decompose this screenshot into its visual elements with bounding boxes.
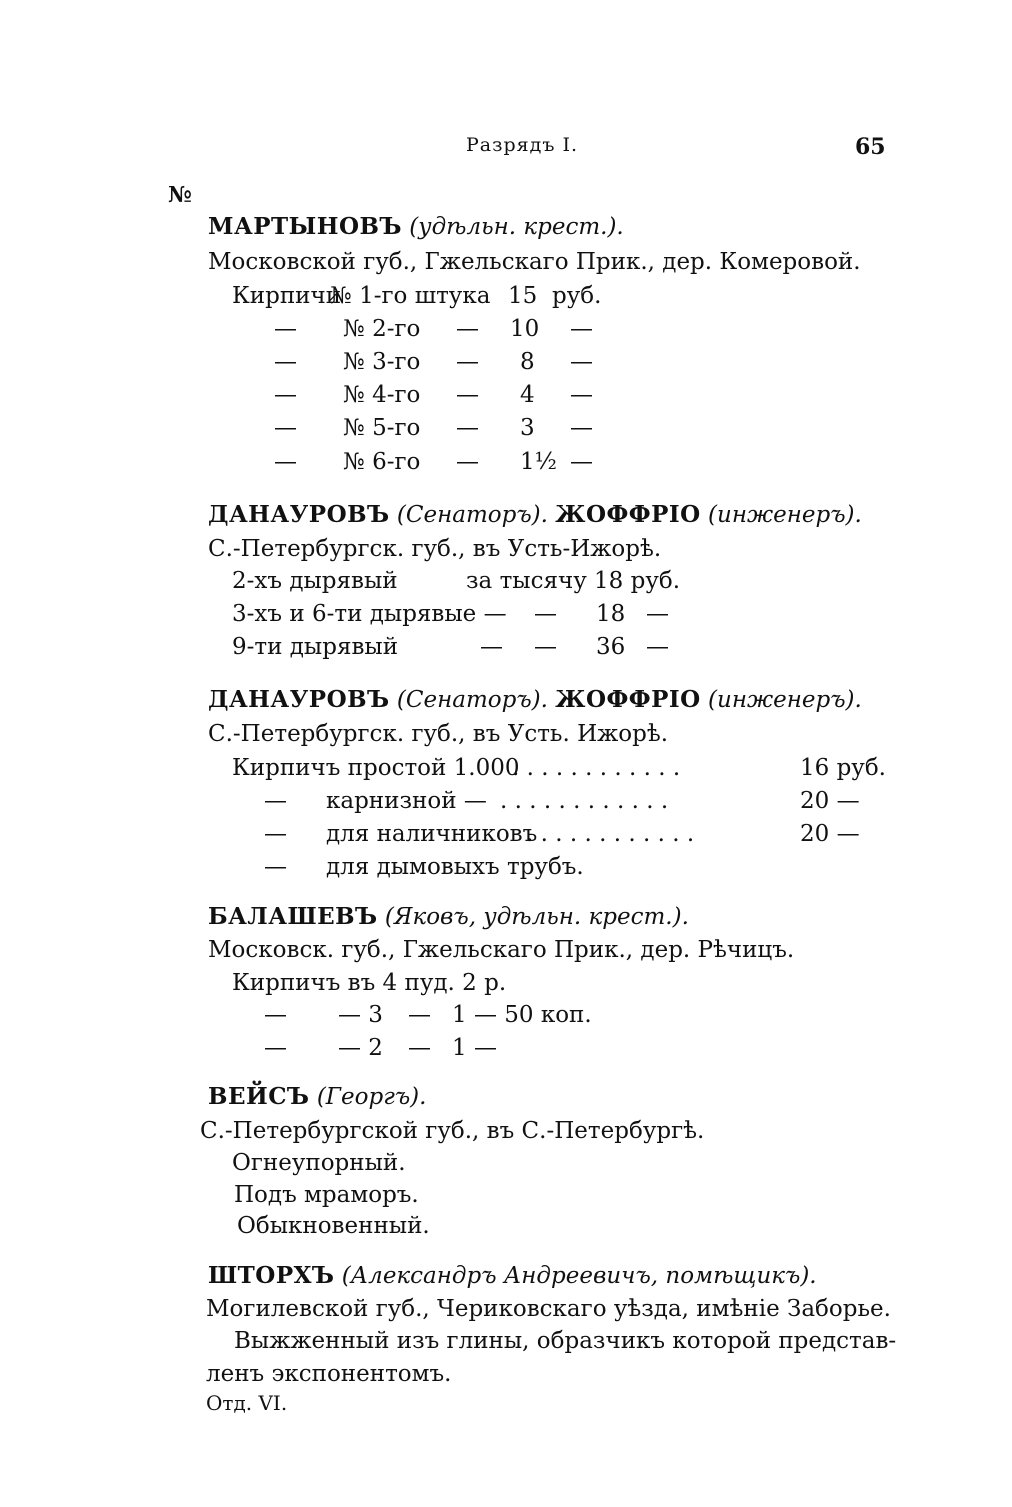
entry-1-name: МАРТЫНОВЪ — [208, 213, 402, 240]
e1-row-2-b: № 2-го — [343, 316, 421, 342]
e1-row-4-m: — — [456, 382, 479, 408]
e1-row-6-d: — — [570, 449, 593, 475]
e2-row-3-d: — — [646, 634, 669, 660]
e3-row-3-b: для наличниковъ — [326, 821, 538, 847]
running-header: Разрядъ I. — [466, 134, 578, 156]
entry-4-name: БАЛАШЕВЪ — [208, 903, 378, 930]
e1-row-6-a: — — [274, 449, 297, 475]
e4-row-3-c: 1 — — [452, 1035, 497, 1061]
entry-1-location: Московской губ., Гжельскаго Прик., дер. Комеровой. — [208, 249, 861, 275]
entry-3-descr2: (инженеръ). — [708, 687, 862, 713]
e5-row-2: Подъ мраморъ. — [234, 1182, 419, 1208]
e2-row-2-m: — — [534, 601, 557, 627]
entry-2-name2: ЖОФФРІО — [555, 501, 701, 528]
e2-row-1-b: за тысячу 18 руб. — [466, 568, 681, 594]
page-number: 65 — [855, 134, 886, 160]
e5-row-1: Огнеупорный. — [232, 1150, 406, 1176]
e1-row-6-b: № 6-го — [343, 449, 421, 475]
e3-row-2-dots: . . . . . . . . . . . . — [500, 788, 669, 814]
e4-row-3-m: — — [408, 1035, 431, 1061]
e3-row-4-b: для дымовыхъ трубъ. — [326, 854, 584, 880]
e4-row-2-a: — — [264, 1002, 287, 1028]
e3-row-1-dots: . . . . . . . . . . . . — [512, 755, 681, 781]
entry-3-descr1: (Сенаторъ). — [396, 687, 548, 713]
entry-6-name: ШТОРХЪ — [208, 1262, 335, 1289]
e3-row-1-a: Кирпичъ простой 1.000 — [232, 755, 520, 781]
e1-row-4-b: № 4-го — [343, 382, 421, 408]
e1-row-5-m: — — [456, 415, 479, 441]
e3-row-1-c: 16 руб. — [800, 755, 886, 781]
entry-5-name: ВЕЙСЪ — [208, 1083, 310, 1110]
e2-row-2-a: 3-хъ и 6-ти дырявые — — [232, 601, 507, 627]
entry-3-name1: ДАНАУРОВЪ — [208, 686, 390, 713]
entry-6-location: Могилевской губ., Чериковскаго уѣзда, имѣніе Заборье. — [206, 1296, 891, 1322]
e1-row-1-a: Кирпичи — [232, 283, 342, 309]
e1-row-4-d: — — [570, 382, 593, 408]
entry-1-descr: (удѣльн. крест.). — [409, 214, 624, 240]
entry-3-location: С.-Петербургск. губ., въ Усть. Ижорѣ. — [208, 721, 669, 747]
e4-row-2-m: — — [408, 1002, 431, 1028]
e3-row-3-dots: . . . . . . . . . . . . — [526, 821, 695, 847]
entry-4-heading — [208, 902, 689, 932]
e3-row-3-c: 20 — — [800, 821, 860, 847]
entry-1-heading — [208, 212, 624, 242]
e1-row-4-c: 4 — [520, 382, 535, 408]
e1-row-1-b: № 1-го штука — [330, 283, 491, 309]
entry-4-descr: (Яковъ, удѣльн. крест.). — [384, 904, 689, 930]
e1-row-3-b: № 3-го — [343, 349, 421, 375]
entry-5-location: С.-Петербургской губ., въ С.-Петербургѣ. — [200, 1118, 705, 1144]
e2-row-1-a: 2-хъ дырявый — [232, 568, 398, 594]
entry-6-descr: (Александръ Андреевичъ, помѣщикъ). — [341, 1263, 817, 1289]
e2-row-2-d: — — [646, 601, 669, 627]
e4-row-2-b: — 3 — [338, 1002, 383, 1028]
e3-row-2-c: 20 — — [800, 788, 860, 814]
entry-3-name2: ЖОФФРІО — [555, 686, 701, 713]
e4-row-2-c: 1 — 50 коп. — [452, 1002, 592, 1028]
e3-row-3-a: — — [264, 821, 287, 847]
entry-2-descr2: (инженеръ). — [708, 502, 862, 528]
e3-row-2-a: — — [264, 788, 287, 814]
e1-row-3-m: — — [456, 349, 479, 375]
e1-row-4-a: — — [274, 382, 297, 408]
e1-row-1-c: 15 — [508, 283, 538, 309]
e4-row-3-a: — — [264, 1035, 287, 1061]
entry-2-descr1: (Сенаторъ). — [396, 502, 548, 528]
entry-4-location: Московск. губ., Гжельскаго Прик., дер. Рѣчицъ. — [208, 937, 795, 963]
e4-row-3-b: — 2 — [338, 1035, 383, 1061]
entry-5-heading — [208, 1082, 426, 1112]
e1-row-3-a: — — [274, 349, 297, 375]
e2-row-3-c: 36 — [596, 634, 626, 660]
e3-row-2-b: карнизной — — [326, 788, 487, 814]
e5-row-3: Обыкновенный. — [237, 1213, 430, 1239]
e1-row-2-c: 10 — [510, 316, 540, 342]
e2-row-2-c: 18 — [596, 601, 626, 627]
entry-6-heading — [208, 1261, 817, 1291]
e1-row-5-c: 3 — [520, 415, 535, 441]
entry-2-location: С.-Петербургск. губ., въ Усть-Ижорѣ. — [208, 536, 662, 562]
e3-row-4-a: — — [264, 854, 287, 880]
e1-row-6-m: — — [456, 449, 479, 475]
e1-row-5-a: — — [274, 415, 297, 441]
e1-row-2-d: — — [570, 316, 593, 342]
number-sign: № — [168, 182, 192, 208]
e1-row-5-b: № 5-го — [343, 415, 421, 441]
e1-row-3-d: — — [570, 349, 593, 375]
entry-6-text-line-1: Выжженный изъ глины, образчикъ которой представ- — [234, 1328, 897, 1354]
e1-row-6-c: 1½ — [520, 449, 557, 475]
entry-2-name1: ДАНАУРОВЪ — [208, 501, 390, 528]
e1-row-3-c: 8 — [520, 349, 535, 375]
e2-row-3-m2: — — [534, 634, 557, 660]
e1-row-1-d: руб. — [552, 283, 602, 309]
entry-2-heading — [208, 500, 862, 530]
e1-row-2-a: — — [274, 316, 297, 342]
e2-row-3-a: 9-ти дырявый — [232, 634, 399, 660]
entry-5-descr: (Георгъ). — [316, 1084, 427, 1110]
section-footer: Отд. VI. — [206, 1391, 288, 1415]
e2-row-3-m1: — — [480, 634, 503, 660]
e1-row-2-m: — — [456, 316, 479, 342]
entry-3-heading — [208, 685, 862, 715]
e4-row-1-a: Кирпичъ въ 4 пуд. 2 р. — [232, 970, 507, 996]
entry-6-text-line-2: ленъ экспонентомъ. — [206, 1361, 452, 1387]
e1-row-5-d: — — [570, 415, 593, 441]
